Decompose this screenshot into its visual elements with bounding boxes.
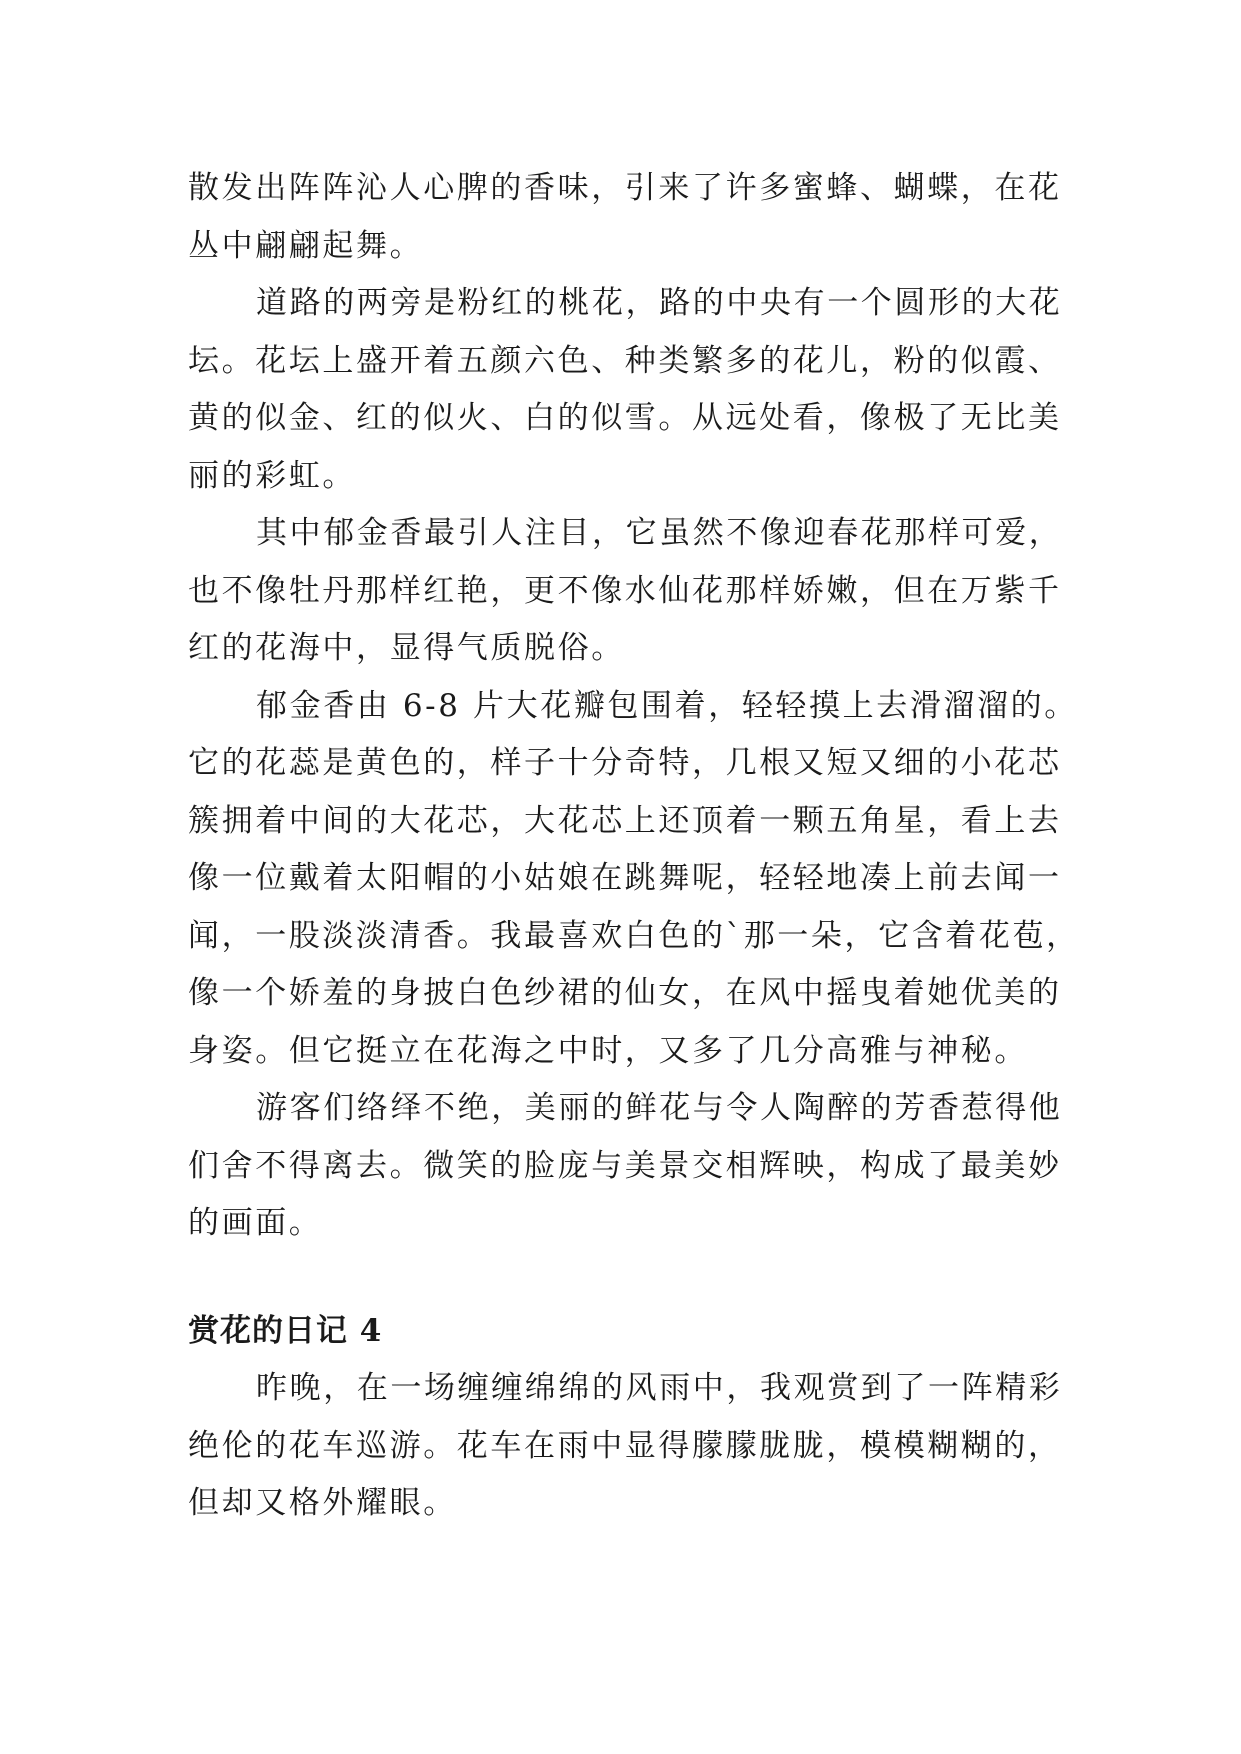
text-line: 红的花海中，显得气质脱俗。 <box>188 630 625 666</box>
text-line: 丛中翩翩起舞。 <box>188 227 424 264</box>
paragraph-2 <box>188 275 1068 505</box>
paragraph-6 <box>188 1360 1068 1533</box>
text-line: 散发出阵阵沁人心脾的香味，引来了许多蜜蜂、蝴蝶，在花 <box>188 170 1062 206</box>
text-line: 郁金香由 6-8 片大花瓣包围着，轻轻摸上去滑溜溜的。 <box>256 687 1078 724</box>
text-line: 昨晚，在一场缠缠绵绵的风雨中，我观赏到了一阵精彩 <box>256 1370 1063 1406</box>
text-line: 它的花蕊是黄色的，样子十分奇特，几根又短又细的小花芯 <box>188 745 1062 781</box>
text-line: 游客们络绎不绝，美丽的鲜花与令人陶醉的芳香惹得他 <box>256 1090 1063 1126</box>
section-heading: 赏花的日记 4 <box>188 1312 383 1349</box>
paragraph-3 <box>188 505 1068 678</box>
text-line: 道路的两旁是粉红的桃花，路的中央有一个圆形的大花 <box>256 285 1063 321</box>
document-body <box>188 160 1080 1533</box>
paragraph-5 <box>188 1080 1068 1253</box>
text-line: 像一位戴着太阳帽的小姑娘在跳舞呢，轻轻地凑上前去闻一 <box>188 860 1062 896</box>
text-line: 其中郁金香最引人注目，它虽然不像迎春花那样可爱， <box>256 515 1063 551</box>
section-gap <box>188 1253 1068 1303</box>
text-line: 们舍不得离去。微笑的脸庞与美景交相辉映，构成了最美妙 <box>188 1147 1062 1184</box>
text-line: 丽的彩虹。 <box>188 457 356 494</box>
text-line: 也不像牡丹那样红艳，更不像水仙花那样娇嫩，但在万紫千 <box>188 572 1062 609</box>
text-line: 但却又格外耀眼。 <box>188 1485 457 1521</box>
text-line: 绝伦的花车巡游。花车在雨中显得朦朦胧胧，模模糊糊的， <box>188 1427 1062 1464</box>
text-line: 闻，一股淡淡清香。我最喜欢白色的`那一朵，它含着花苞， <box>188 917 1080 954</box>
text-line: 的画面。 <box>188 1205 323 1241</box>
text-line: 黄的似金、红的似火、白的似雪。从远处看，像极了无比美 <box>188 400 1062 436</box>
text-line: 坛。花坛上盛开着五颜六色、种类繁多的花儿，粉的似霞、 <box>188 342 1062 379</box>
paragraph-1 <box>188 160 1068 275</box>
text-line: 簇拥着中间的大花芯，大花芯上还顶着一颗五角星，看上去 <box>188 802 1062 839</box>
paragraph-4 <box>188 678 1080 1081</box>
text-line: 像一个娇羞的身披白色纱裙的仙女，在风中摇曳着她优美的 <box>188 975 1062 1011</box>
text-line: 身姿。但它挺立在花海之中时，又多了几分高雅与神秘。 <box>188 1032 1028 1069</box>
